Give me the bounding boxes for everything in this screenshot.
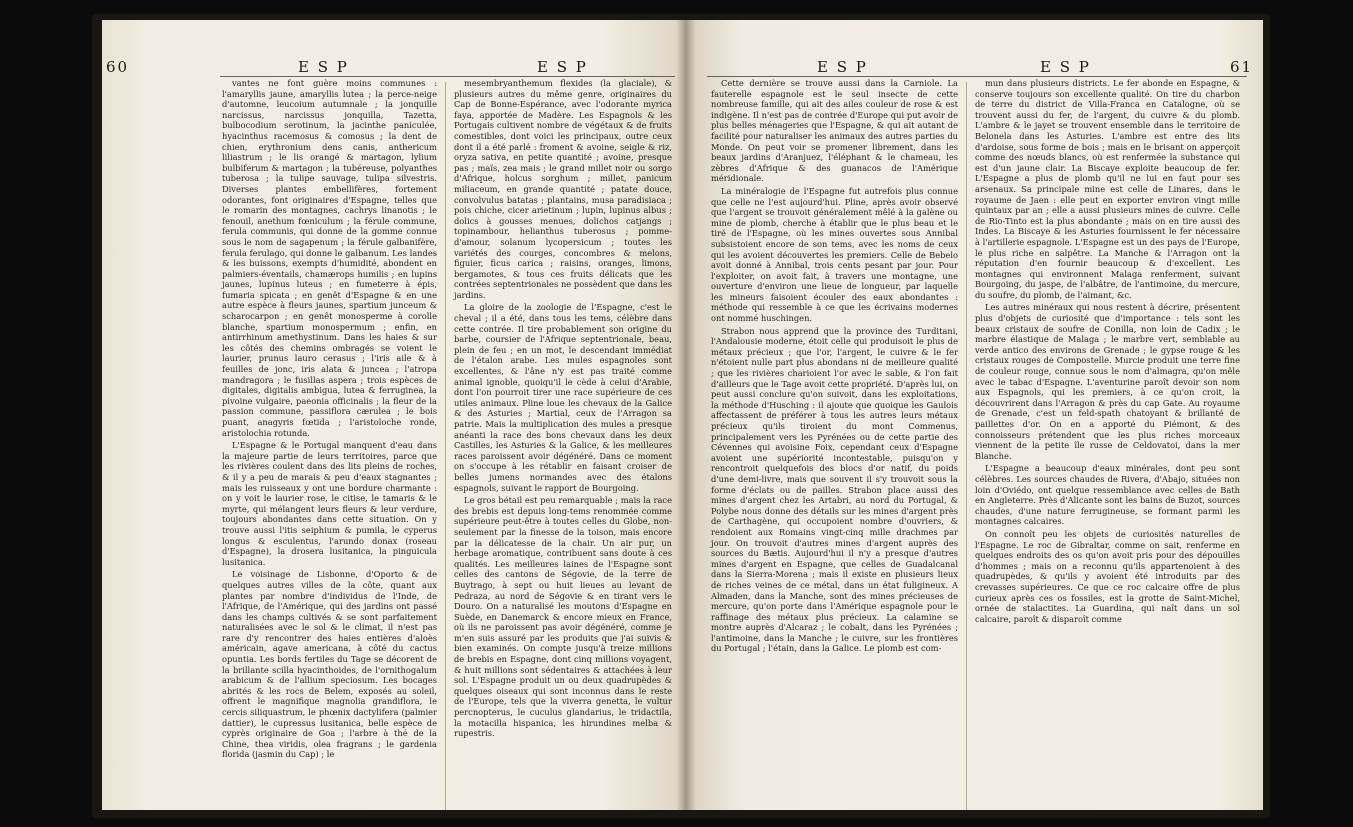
paragraph: Le voisinage de Lisbonne, d'Oporto & de quelques autres villes de la côte, quant aux plantes par nombre d'individus de l'Inde, de l'Afrique, de l'Amérique, qui des jardins ont passé dans les champs cultivés & se sont parfaitement naturalisées avec le sol & le climat, il n'est pas rare d'y rencontrer des haies entières d'aloès américain, agave americana, à côté du cactus opuntia. Les bords fertiles du Tage se décorent de la brillante scilla hyacinthoides, de l'ornithogalum arabicum & de l'allium speciosum. Les bocages abrités & les rocs de Belem, exposés au soleil, offrent le magnifique magnolia grandiflora, le cercis siliquastrum, le phœnix dactylifera (palmier dattier), le cupressus lusitanica, belle espèce de cyprès originaire de Goa ; l'arbre à thé de la Chine, thea viridis, olea fragrans ; le gardenia florida (jasmin du Cap) ; le [222,569,437,760]
left-column-2 [454,78,672,741]
paragraph: La minéralogie de l'Espagne fut autrefois plus connue que celle ne l'est aujourd'hui. Pline, après avoir observé que l'argent se trouvoit généralement mêlé à la galène ou mine de plomb, cherche à établir que le plus beau et le tiré de l'Espagne, où les mines ouvertes sous Annibal subsistoient encore de son tems, avec les noms de ceux qui les avoient découvertes les premiers. Celle de Bebelo avoit donné à Annibal, trois cents pesant par jour. Pour l'exploiter, on avoit fait, à travers une montagne, une ouverture d'environ une lieue de longueur, par laquelle les mineurs faisoient écouler des eaux abondantes : méthode qui ressemble à ce que les écrivains modernes ont nommé huschingen. [711,185,958,324]
right-column-2 [975,78,1240,626]
paragraph: L'Espagne a beaucoup d'eaux minérales, dont peu sont célèbres. Les sources chaudes de Rivera, d'Abajo, situées non loin d'Oviédo, ont quelque ressemblance avec celles de Bath en Angleterre. Près d'Alicante sont les bains de Buzot, sources chaudes, d'une nature ferrugineuse, se formant parmi les montagnes calcaires. [975,463,1240,527]
left-column-1 [222,78,437,762]
paragraph: mesembryanthemum flexides (la glaciale), & plusieurs autres du même genre, originaires du Cap de Bonne-Espérance, avec l'odorante myrica faya, apportée de Madère. Les Espagnols & les Portugais cultivent nombre de végétaux & de fruits comestibles, dont voici les principaux, outre ceux dont il a été parlé : froment & avoine, seigle & riz, oryza sativa, en petite quantité ; avoine, presque pas ; maïs, zea mais ; le grand millet noir ou sorgo d'Afrique, holcus sorghum ; millet, panicum miliaceum, en grande quantité ; patate douce, convolvulus batatas ; plantains, musa paradisiaca ; pois chiche, cicer arietinum ; lupin, lupinus albus ; dolics à gousses menues, dolichos catjangs ; topinambour, helianthus tuberosus ; pomme-d'amour, solanum lycopersicum ; toutes les variétés des courges, concombres & melons, figuier, ficus carica ; raisins, oranges, limons, bergamotes, & tous ces fruits délicats que les contrées septentrionales ne possèdent que dans les jardins. [454,78,672,300]
right-header-col1: E S P [817,58,868,76]
book-gutter [676,20,696,810]
paragraph: La gloire de la zoologie de l'Espagne, c'est le cheval ; il a été, dans tous les tems, célèbre dans cette contrée. Il tire probablement son origine du barbe, coursier de l'Afrique septentrionale, beau, plein de feu ; en un mot, le descendant immédiat de l'étalon arabe. Les mules espagnoles sont excellentes, & l'âne n'y est pas traité comme animal ignoble, quoiqu'il le cède à celui d'Arabie, dont l'on pourroit tirer une race supérieure de ces utiles animaux. Pline loue les chevaux de la Galice & des Asturies ; Martial, ceux de l'Arragon sa patrie. Mais la multiplication des mules a presque anéanti la race des bons chevaux dans les deux Castilles, les Asturies & la Galice, & les meilleures races paroissent avoir dégénéré. Dans ce moment on s'occupe à les rétablir en faisant croiser de belles jumens normandes avec des étalons espagnols, suivant le rapport de Bourgoing. [454,302,672,493]
left-header-rule [220,76,675,77]
paragraph: Strabon nous apprend que la province des Turditani, l'Andalousie moderne, étoit celle qui produisoit le plus de métaux précieux ; que l'or, l'argent, le cuivre & le fer n'étoient nulle part plus abondans ni de meilleure qualité ; que les rivières charioient l'or avec le sable, & l'on fait d'ailleurs que le Tage avoit cette propriété. D'après lui, on peut aussi conclure qu'on suivoit, dans les exploitations, la méthode d'Husching : il ajoute que quoique les Gaulois affectassent de préférer à tous les autres leurs métaux précieux qu'ils tiroient du mont Commenus, principalement vers les Pyrénées ou de cette partie des Cévennes qui avoisine Foix, cependant ceux d'Espagne avoient une supériorité incontestable, puisqu'on y rencontroit quelquefois des blocs d'or natif, du poids d'une demi-livre, mais que souvent il s'y trouvoit sous la forme d'éclats ou de pailles. Strabon place aussi des mines d'argent chez les Artabri, au nord du Portugal, & Polybe nous donne des détails sur les mines d'argent près de Carthagène, qui occupoient nombre d'ouvriers, & rendoient aux Romains vingt-cinq mille drachmes par jour. On trouvoit d'autres mines d'argent auprès des sources du Bætis. Aujourd'hui il n'y a presque d'autres mines d'argent en Espagne, que celles de Guadalcanal dans la Sierra-Morena ; mais il existe en plusieurs lieux de riches veines de ce métal, dans un état fuligineux. A Almaden, dans la Manche, sont des mines précieuses de mercure, qu'on porte dans l'Amérique espagnole pour le raffinage des métaux plus précieux. La calamine se montre auprès d'Alcaraz ; le cobalt, dans les Pyrénées ; l'antimoine, dans la Manche ; le cuivre, sur les frontières du Portugal ; l'étain, dans la Galice. Le plomb est com- [711,325,958,654]
right-header-rule [707,76,1247,77]
paragraph: On connoît peu les objets de curiosités naturelles de l'Espagne. Le roc de Gibraltar, comme on sait, renferme en quelques endroits des os qu'on avoit pris pour des dépouilles d'hommes ; mais on a reconnu qu'ils appartenoient à des quadrupèdes, & qu'ils y avoient été introduits par des crevasses supérieures. Ce que ce roc calcaire offre de plus curieux après ces os fossiles, est la grotte de Saint-Michel, ornée de stalactites. La Guardina, qui naît dans un sol calcaire, paroît & disparoît comme [975,528,1240,624]
right-page-number: 61 [1230,58,1254,76]
right-header-col2: E S P [1040,58,1091,76]
paragraph: L'Espagne & le Portugal manquent d'eau dans la majeure partie de leurs territoires, parce que les rivières coulent dans des lits pleins de roches, & il y a peu de marais & peu d'eaux stagnantes ; mais les ruisseaux y ont une bordure charmante : on y voit le laurier rose, le citise, le tamaris & le myrte, qui mélangent leurs fleurs & leur verdure, toujours abondantes dans cette situation. On y trouve aussi l'itis seiphium & pumila, le cyperus longus & esculentus, l'arundo donax (roseau d'Espagne), la drosera lusitanica, la pinguicula lusitanica. [222,440,437,567]
right-column-1 [711,78,958,656]
left-header-col1: E S P [298,58,349,76]
paragraph: Cette dernière se trouve aussi dans la Carniole. La fauterelle espagnole est le seul insecte de cette nombreuse famille, qui ait des ailes couleur de rose & est indigène. Il n'est pas de contrée d'Europe qui put avoir de plus belles ménageries que l'Espagne, & qui ait autant de facilité pour naturaliser les animaux des autres parties du Monde. On peut voir se promener librement, dans les beaux jardins d'Aranjuez, l'éléphant & le chameau, les zèbres d'Afrique & des guanacos de l'Amérique méridionale. [711,78,958,184]
right-column-divider [966,82,967,810]
left-page [102,20,685,810]
right-page [685,20,1263,810]
paragraph: vantes ne font guère moins communes : l'amaryllis jaune, amaryllis lutea ; la perce-neige d'automne, leucoium autumnale ; la jonquille narcissus, narcissus jonquilla, Tazetta, bulbocodium serotinum, la jacinthe paniculée, hyacinthus racemosus & comosus ; la dent de chien, erythronium dens canis, anthericum liliastrum ; le lis orangé & martagon, lylium bulbiferum & martagon ; la tubéreuse, polyanthes tuberosa ; la tulipe sauvage, tulipa silvestris. Diverses plantes embellifères, fortement odorantes, font originaires d'Espagne, telles que le romarin des montagnes, cachrys linanotis ; le fenouil, anethum fœniculum ; la férule commune, ferula communis, qui donne de la gomme connue sous le nom de sagapenum ; la férule galbanifère, ferula ferulago, qui donne le galbanum. Les landes & les buissons, exempts d'humidité, abondent en palmiers-éventails, chamærops humilis ; en lupins jaunes, lupinus luteus ; en fumeterre à épis, fumaria spicata ; en genêt d'Espagne & en une autre espèce à fleurs jaunes, spartium junceum & scharocarpon ; en genêt monosperme à corolle blanche, spartium monospermum ; enfin, en antirrhinum amethystinum. Dans les haies & sur les côtés des chemins ombragés se voient le laurier, prunus lauro cerasus ; l'iris aile & à feuilles de jonc, iris alata & juncea ; l'atropa mandragora ; le fusillas aspera ; trois espèces de digitales, digitalis ambigua, lutea & ferruginea, la pivoine vulgaire, paeonia officinalis ; la fleur de la passion commune, passiflora cærulea ; le bois puant, anagyris fœtida ; l'aristoloche ronde, aristolochia rotunda. [222,78,437,438]
paragraph: mun dans plusieurs districts. Le fer abonde en Espagne, & conserve toujours son excellente qualité. On tire du charbon de terre du district de Villa-Franca en Catalogne, où se trouvent aussi du fer, de l'argent, du cuivre & du plomb. L'ambre & le jayet se trouvent ensemble dans le territoire de Belonela dans les Asturies. L'ambre est entre des lits d'ardoise, sous forme de bois ; mais en le brisant on apperçoit comme des nœuds blancs, où est renfermée la substance qui est d'un jaune clair. La Biscaye exploite beaucoup de fer. L'Espagne a plus de plomb qu'il ne lui en faut pour ses arsenaux. Sa principale mine est celle de Linares, dans le royaume de Jaen : elle peut en exporter environ vingt mille quintaux par an ; elle a aussi plusieurs mines de cuivre. Celle de Rio-Tinto est la plus abondante ; mais on en tire aussi des Indes. La Biscaye & les Asturies fournissent le fer nécessaire à l'artillerie espagnole. L'Espagne est un des pays de l'Europe, le plus riche en salpêtre. La Manche & l'Arragon ont la réputation d'en fournir beaucoup & d'excellent. Les montagnes qui environnent Malaga renferment, suivant Bourgoing, du jaspe, de l'albâtre, de l'antimoine, du mercure, du soufre, du plomb, de l'aimant, &c. [975,78,1240,300]
paragraph: Le gros bétail est peu remarquable ; mais la race des brebis est depuis long-tems renommée comme supérieure peut-être à toutes celles du Globe, non-seulement par la finesse de la toison, mais encore par la délicatesse de la chair. Un air pur, un herbage aromatique, contribuent sans doute à ces qualités. Les meilleures laines de l'Espagne sont celles des cantons de Ségovie, de la terre de Buytrago, à sept ou huit lieues au levant de Pedraza, au nord de Ségovie & en tirant vers le Douro. On a naturalisé les moutons d'Espagne en Suède, en Danemarck & encore mieux en France, où ils ne paroissent pas avoir dégénéré, comme je m'en suis assuré par les produits que j'ai suivis & bien examinés. On compte jusqu'à treize millions de brebis en Espagne, dont cinq millions voyagent, & huit millions sont sédentaires & attachées à leur sol. L'Espagne produit un ou deux quadrupèdes & quelques oiseaux qui sont inconnus dans le reste de l'Europe, tels que la viverra genetta, le vultur percnopterus, le cuculus glandarius, le tridactila, la motacilla hispanica, les hirundines melba & rupestris. [454,495,672,739]
left-page-number: 60 [106,58,130,76]
left-column-divider [445,82,446,810]
paragraph: Les autres minéraux qui nous restent à décrire, présentent plus d'objets de curiosité que d'importance : tels sont les beaux cristaux de soufre de Conilla, non loin de Cadix ; le marbre élastique de Malaga ; le marbre vert, semblable au verde antico des environs de Grenade ; le gypse rouge & les cristaux rouges de Compostelle. Murcie produit une terre fine de couleur rouge, connue sous le nom d'almagra, qu'on mêle avec le tabac d'Espagne. L'aventurine paroît devoir son nom aux Espagnols, qui les premiers, à ce qu'on croit, la découvrirent dans l'Arragon & près du cap Gate. Au royaume de Grenade, c'est un feld-spath chatoyant & brillanté de paillettes d'or. On en a apporté du Piémont, & des connoisseurs prétendent que les plus riches morceaux viennent de la petite île russe de Celdovatoi, dans la mer Blanche. [975,302,1240,461]
left-header-col2: E S P [537,58,588,76]
